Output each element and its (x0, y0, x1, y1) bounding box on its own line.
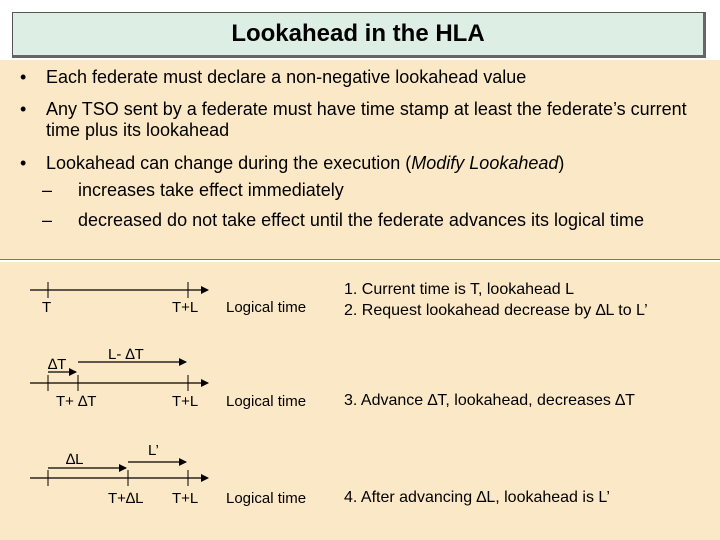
step-2: 2. Request lookahead decrease by ∆L to L’ (344, 302, 648, 319)
row3-axis-label: Logical time (226, 490, 307, 507)
bullet-marker: • (20, 67, 27, 87)
row2-interval-label: L- ∆T (108, 346, 144, 363)
row3-delta-label: ∆L (66, 451, 84, 468)
step-4: 4. After advancing ∆L, lookahead is L’ (344, 489, 610, 506)
bullet-marker: • (20, 153, 27, 173)
step-1: 1. Current time is T, lookahead L (344, 281, 575, 298)
row3-tick-label-t-plus-dl: T+∆L (108, 490, 144, 507)
bullet-text: Each federate must declare a non-negative lookahead value (46, 67, 527, 87)
row2-tick-label-t-plus-dt: T+ ∆T (56, 393, 97, 410)
row3-interval-label: L’ (148, 442, 159, 459)
sub-bullet-text: decreased do not take effect until the federate advances its logical time (78, 210, 645, 230)
row1-tick-label-t: T (42, 299, 52, 316)
bullet-text: Lookahead can change during the execution (Modify Lookahead) (46, 153, 565, 173)
sub-bullet-marker: – (42, 210, 53, 230)
bullet-text: Any TSO sent by a federate must have time stamp at least the federate’s current time plus its lookahead (46, 99, 687, 140)
bullet-panel (0, 60, 720, 260)
slide-title: Lookahead in the HLA (231, 20, 485, 47)
panel-divider (0, 259, 720, 260)
row2-delta-label: ∆T (48, 356, 67, 373)
row2-tick-label-t-plus-l: T+L (172, 393, 199, 410)
row1-tick-label-t-plus-l: T+L (172, 299, 199, 316)
row2-axis-label: Logical time (226, 393, 307, 410)
row3-tick-label-t-plus-l: T+L (172, 490, 199, 507)
row1-axis-label: Logical time (226, 299, 307, 316)
modify-lookahead-term: Modify Lookahead (411, 153, 559, 173)
bullet-marker: • (20, 99, 27, 119)
sub-bullet-text: increases take effect immediately (78, 180, 344, 200)
sub-bullet-marker: – (42, 180, 53, 200)
title-box (12, 12, 706, 58)
diagram-panel (0, 262, 720, 540)
step-3: 3. Advance ∆T, lookahead, decreases ∆T (344, 392, 635, 409)
